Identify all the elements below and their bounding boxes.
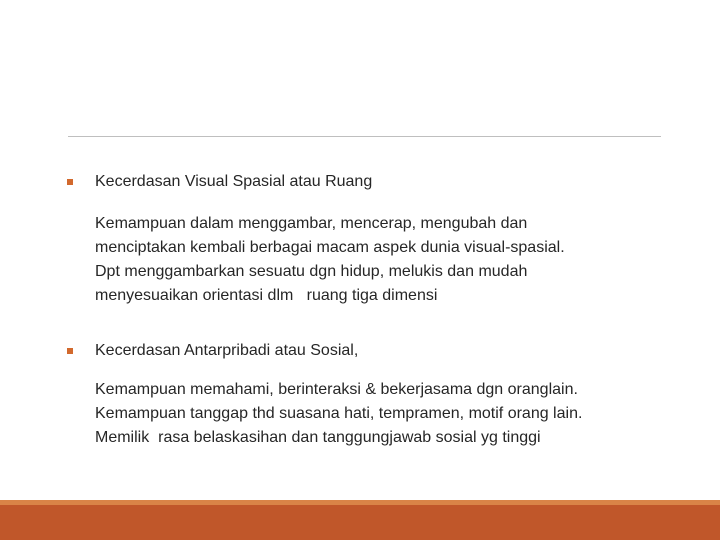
- section-heading: Kecerdasan Antarpribadi atau Sosial,: [95, 342, 359, 359]
- word: menggambar,: [238, 215, 337, 232]
- bullet-item-antarpribadi: [67, 341, 358, 361]
- word: kembali: [190, 239, 246, 256]
- paragraph-line: Kemampuan memahami, berinteraksi & bekerjasama dgn oranglain.: [95, 381, 578, 398]
- paragraph-line: [95, 212, 655, 236]
- paragraph-line: Kemampuan tanggap thd suasana hati, tempramen, motif orang lain.: [95, 405, 583, 422]
- paragraph-line: [95, 236, 655, 260]
- paragraph-line: [95, 260, 655, 284]
- word: dan: [500, 215, 528, 232]
- word: berbagai: [249, 239, 313, 256]
- word: melukis: [388, 263, 443, 280]
- paragraph-line: menyesuaikan orientasi dlm ruang tiga dimensi: [95, 287, 438, 304]
- word: aspek: [373, 239, 417, 256]
- word: dan: [447, 263, 474, 280]
- word: hidup,: [340, 263, 385, 280]
- footer-band-highlight: [0, 500, 720, 505]
- word: Dpt: [95, 263, 120, 280]
- square-bullet-icon: [67, 348, 73, 354]
- section-paragraph: [95, 378, 655, 450]
- word: mengubah: [420, 215, 497, 232]
- word: Kemampuan: [95, 215, 186, 232]
- top-divider: [68, 136, 661, 137]
- footer-band: [0, 500, 720, 540]
- section-paragraph: [95, 212, 655, 308]
- word: mudah: [478, 263, 528, 280]
- paragraph-line: Memilik rasa belaskasihan dan tanggungjawab sosial yg tinggi: [95, 429, 541, 446]
- section-heading: Kecerdasan Visual Spasial atau Ruang: [95, 173, 373, 190]
- word: dalam: [190, 215, 234, 232]
- word: dgn: [309, 263, 337, 280]
- word: dunia: [420, 239, 460, 256]
- word: macam: [316, 239, 369, 256]
- word: mencerap,: [340, 215, 417, 232]
- word: sesuatu: [248, 263, 305, 280]
- bullet-item-visual-spasial: [67, 172, 372, 192]
- word: menggambarkan: [124, 263, 245, 280]
- square-bullet-icon: [67, 179, 73, 185]
- word: visual-spasial.: [464, 239, 565, 256]
- word: menciptakan: [95, 239, 186, 256]
